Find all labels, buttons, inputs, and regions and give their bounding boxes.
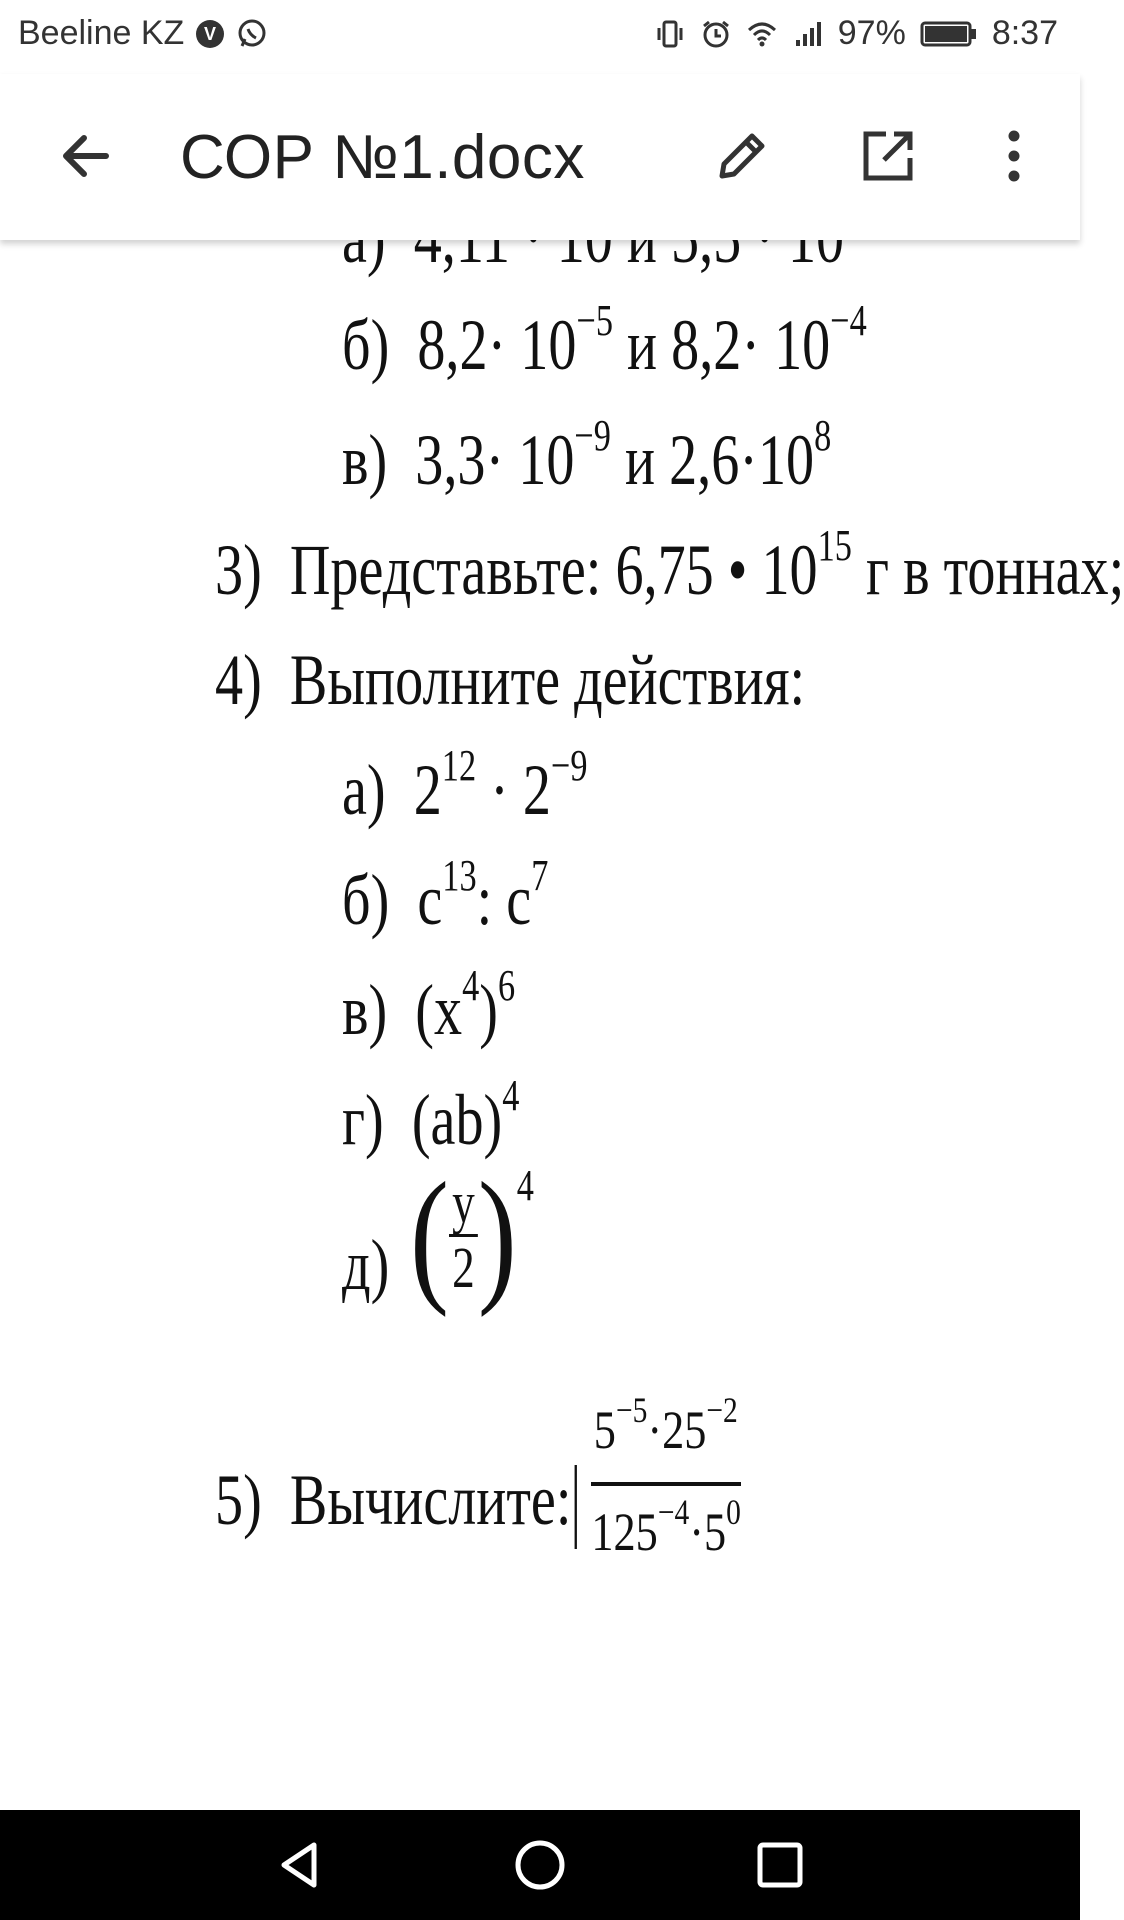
item-4b-sep: :: [476, 860, 507, 940]
item-4a-base2: 2: [522, 750, 551, 830]
item-4e-label: д): [342, 1225, 390, 1305]
item-2c-a-exp: −9: [574, 411, 611, 460]
wifi-icon: [746, 18, 778, 50]
item-4d-exp: 4: [502, 1071, 520, 1120]
item-4e-exp: 4: [516, 1161, 534, 1210]
item-5-num: 5): [215, 1460, 262, 1540]
status-left: [18, 14, 268, 53]
item-4a-dot: ·: [476, 750, 523, 830]
fraction-bar: [591, 1482, 741, 1486]
item-5: [215, 1460, 577, 1549]
item-4c: [342, 961, 516, 1060]
item-4c-inner-exp: 4: [462, 961, 480, 1010]
item-5-num-b: 25: [662, 1400, 707, 1460]
item-5-denominator: [591, 1492, 741, 1568]
item-2c-b-exp: 8: [814, 411, 832, 460]
item-3-num: 3): [215, 530, 262, 610]
item-2b: [342, 296, 867, 395]
item-2b-a: 8,2· 10: [417, 305, 577, 385]
alarm-icon: [700, 18, 732, 50]
item-4-num: 4): [215, 640, 262, 720]
item-3: [215, 521, 1124, 620]
nav-recents-icon[interactable]: [750, 1835, 810, 1895]
item-5-num-a: 5: [594, 1400, 617, 1460]
edit-pencil-icon[interactable]: [712, 126, 772, 186]
item-4e-expression: [410, 1152, 534, 1318]
item-4e-open-paren: (: [410, 1152, 449, 1318]
item-5-num-a-exp: −5: [616, 1390, 648, 1430]
item-5-den-b-exp: 0: [726, 1492, 741, 1532]
item-5-text: Вычислите:: [289, 1460, 572, 1540]
item-4d-expr: (ab): [411, 1080, 503, 1160]
battery-icon: [920, 18, 978, 50]
item-2b-label: б): [342, 305, 390, 385]
nav-back-icon[interactable]: [270, 1835, 330, 1895]
item-4b-base1: c: [417, 860, 443, 940]
open-external-icon[interactable]: [858, 126, 918, 186]
document-page[interactable]: [0, 240, 1124, 1810]
item-5-den-dot: ·: [689, 1502, 704, 1562]
item-5-den-b: 5: [703, 1502, 727, 1562]
item-4b-label: б): [342, 860, 390, 940]
item-4b-exp2: 7: [531, 851, 549, 900]
item-2b-mid: и 8,2· 10: [612, 305, 831, 385]
item-5-num-dot: ·: [647, 1400, 663, 1460]
item-5-fraction: [575, 1390, 757, 1568]
more-vert-icon[interactable]: [1000, 126, 1028, 186]
item-3-tail: г в тоннах;: [851, 530, 1124, 610]
item-2c-a: 3,3· 10: [415, 420, 575, 500]
item-4d-label: г): [342, 1080, 384, 1160]
item-2b-b-exp: −4: [830, 296, 867, 345]
battery-percent: 97%: [837, 14, 906, 52]
svg-text:V: V: [204, 23, 217, 44]
item-3-exp: 15: [817, 521, 852, 570]
item-2c-mid: и 2,6·10: [610, 420, 815, 500]
whatsapp-icon: [236, 18, 268, 50]
item-2c-label: в): [342, 420, 388, 500]
item-5-num-b-exp: −2: [706, 1390, 739, 1430]
document-title: СОР №1.docx: [180, 123, 585, 192]
status-right: [654, 14, 1058, 53]
item-4a: [342, 741, 588, 840]
item-4a-base1: 2: [413, 750, 442, 830]
item-2c: [342, 411, 832, 510]
item-4: [215, 640, 805, 720]
signal-icon: [792, 18, 824, 50]
item-4e: [342, 1225, 389, 1305]
item-5-numerator: [594, 1390, 739, 1466]
v-badge-icon: [194, 18, 226, 50]
navigation-bar: [0, 1810, 1080, 1920]
item-4e-fraction: [449, 1169, 478, 1300]
item-3-text: Представьте: 6,75 • 10: [289, 530, 818, 610]
back-arrow-icon[interactable]: [54, 124, 118, 188]
item-4c-open: (x: [415, 970, 463, 1050]
nav-home-icon[interactable]: [510, 1835, 570, 1895]
app-bar: [0, 74, 1080, 240]
item-4a-label: а): [342, 750, 386, 830]
status-bar: [0, 0, 1080, 74]
item-4c-label: в): [342, 970, 388, 1050]
item-4e-denominator: 2: [452, 1234, 475, 1300]
clock: 8:37: [991, 14, 1058, 52]
item-5-den-a: 125: [591, 1502, 658, 1562]
vibrate-icon: [654, 18, 686, 50]
item-4e-numerator: y: [449, 1172, 478, 1237]
item-4e-close-paren: ): [477, 1152, 517, 1318]
item-4b-exp1: 13: [442, 851, 477, 900]
item-4a-exp2: −9: [550, 741, 588, 790]
item-4b-base2: c: [506, 860, 532, 940]
carrier-name: Beeline KZ: [18, 14, 185, 52]
item-5-den-a-exp: −4: [657, 1492, 690, 1532]
item-4c-outer-exp: 6: [497, 961, 516, 1010]
item-4b: [342, 851, 549, 950]
item-4a-exp1: 12: [441, 741, 477, 790]
item-4-text: Выполните действия:: [289, 640, 806, 720]
item-2b-a-exp: −5: [576, 296, 613, 345]
item-4c-close: ): [479, 970, 498, 1050]
